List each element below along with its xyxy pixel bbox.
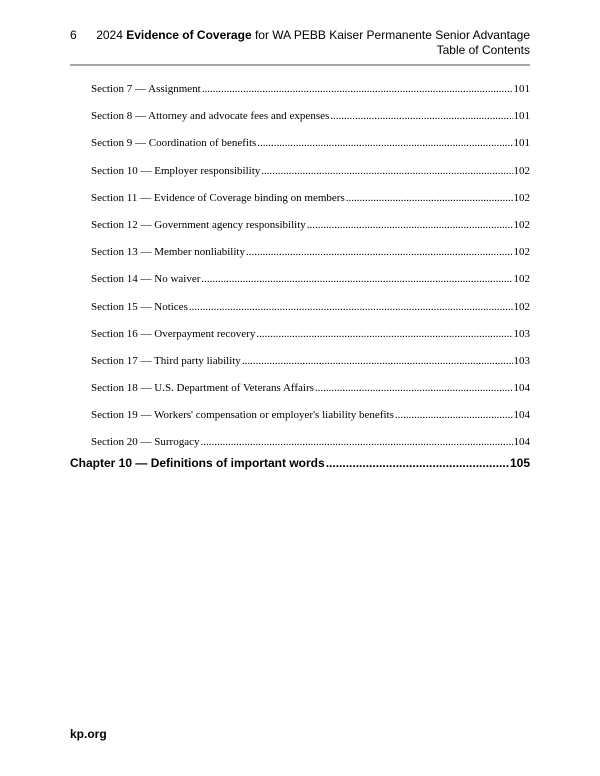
toc-entry-label: Section 7 — Assignment [91, 83, 201, 95]
dot-leader [200, 433, 512, 451]
toc-entry-page: 102 [513, 191, 530, 204]
table-of-contents [70, 80, 530, 474]
document-title [96, 28, 530, 43]
toc-entry-section-7[interactable] [70, 80, 530, 107]
toc-entry-section-9[interactable] [70, 134, 530, 161]
toc-entry-page: 103 [513, 327, 530, 340]
toc-entry-page: 102 [513, 218, 530, 231]
toc-entry-page: 102 [513, 300, 530, 313]
dot-leader [307, 216, 513, 234]
toc-entry-label: Section 17 — Third party liability [91, 354, 241, 367]
toc-entry-page: 102 [513, 273, 530, 286]
toc-entry-section-8[interactable] [70, 107, 530, 134]
footer-brand-link[interactable]: kp.org [70, 727, 107, 741]
toc-entry-section-13[interactable] [70, 243, 530, 270]
dot-leader [257, 134, 512, 152]
toc-entry-page: 103 [513, 354, 530, 367]
header-divider [70, 64, 530, 66]
toc-entry-label: Section 11 — Evidence of Coverage binding on members [91, 191, 345, 204]
toc-entry-page: 101 [513, 137, 530, 150]
dot-leader [201, 270, 512, 288]
toc-entry-page: 104 [513, 409, 530, 422]
toc-entry-section-18[interactable] [70, 379, 530, 406]
toc-entry-section-19[interactable] [70, 406, 530, 433]
toc-entry-page: 102 [513, 164, 530, 177]
toc-entry-page: 101 [513, 110, 530, 123]
toc-entry-section-16[interactable] [70, 325, 530, 352]
toc-entry-label: Section 12 — Government agency responsibility [91, 218, 306, 231]
title-bold: Evidence of Coverage [126, 28, 252, 42]
title-year: 2024 [96, 28, 127, 42]
toc-entry-section-12[interactable] [70, 216, 530, 243]
toc-entry-label: Section 16 — Overpayment recovery [91, 327, 256, 340]
toc-entry-section-15[interactable] [70, 298, 530, 325]
toc-entry-label: Section 13 — Member nonliability [91, 246, 245, 259]
page-number: 6 [70, 28, 77, 42]
dot-leader [202, 80, 513, 98]
toc-entry-label: Section 15 — Notices [91, 300, 188, 313]
toc-entry-page: 104 [513, 436, 530, 449]
toc-entry-chapter-10[interactable] [70, 454, 530, 474]
dot-leader [242, 352, 513, 370]
toc-entry-page: 104 [513, 382, 530, 395]
dot-leader [315, 379, 513, 397]
dot-leader [256, 325, 512, 343]
toc-entry-label: Section 8 — Attorney and advocate fees and expenses [91, 110, 330, 123]
toc-entry-label: Section 9 — Coordination of benefits [91, 137, 257, 150]
toc-entry-page: 102 [513, 246, 530, 259]
title-plan: for WA PEBB Kaiser Permanente Senior Advantage [251, 28, 530, 42]
toc-entry-section-10[interactable] [70, 162, 530, 189]
document-subtitle: Table of Contents [436, 43, 530, 57]
document-header [96, 28, 530, 58]
dot-leader [261, 162, 512, 180]
dot-leader [246, 243, 513, 261]
toc-chapter-page: 105 [509, 455, 530, 470]
dot-leader [395, 406, 513, 424]
toc-entry-section-11[interactable] [70, 189, 530, 216]
toc-entry-label: Section 18 — U.S. Department of Veterans Affairs [91, 382, 314, 395]
toc-entry-page: 101 [513, 83, 530, 95]
toc-entry-label: Section 19 — Workers' compensation or employer's liability benefits [91, 409, 394, 422]
dot-leader [189, 298, 513, 316]
dot-leader [346, 189, 513, 207]
toc-entry-label: Section 14 — No waiver [91, 273, 201, 286]
toc-chapter-label: Chapter 10 — Definitions of important words [70, 455, 325, 470]
toc-entry-label: Section 10 — Employer responsibility [91, 164, 261, 177]
dot-leader [326, 454, 509, 472]
toc-entry-label: Section 20 — Surrogacy [91, 436, 200, 449]
dot-leader [330, 107, 512, 125]
toc-entry-section-14[interactable] [70, 270, 530, 297]
toc-entry-section-17[interactable] [70, 352, 530, 379]
